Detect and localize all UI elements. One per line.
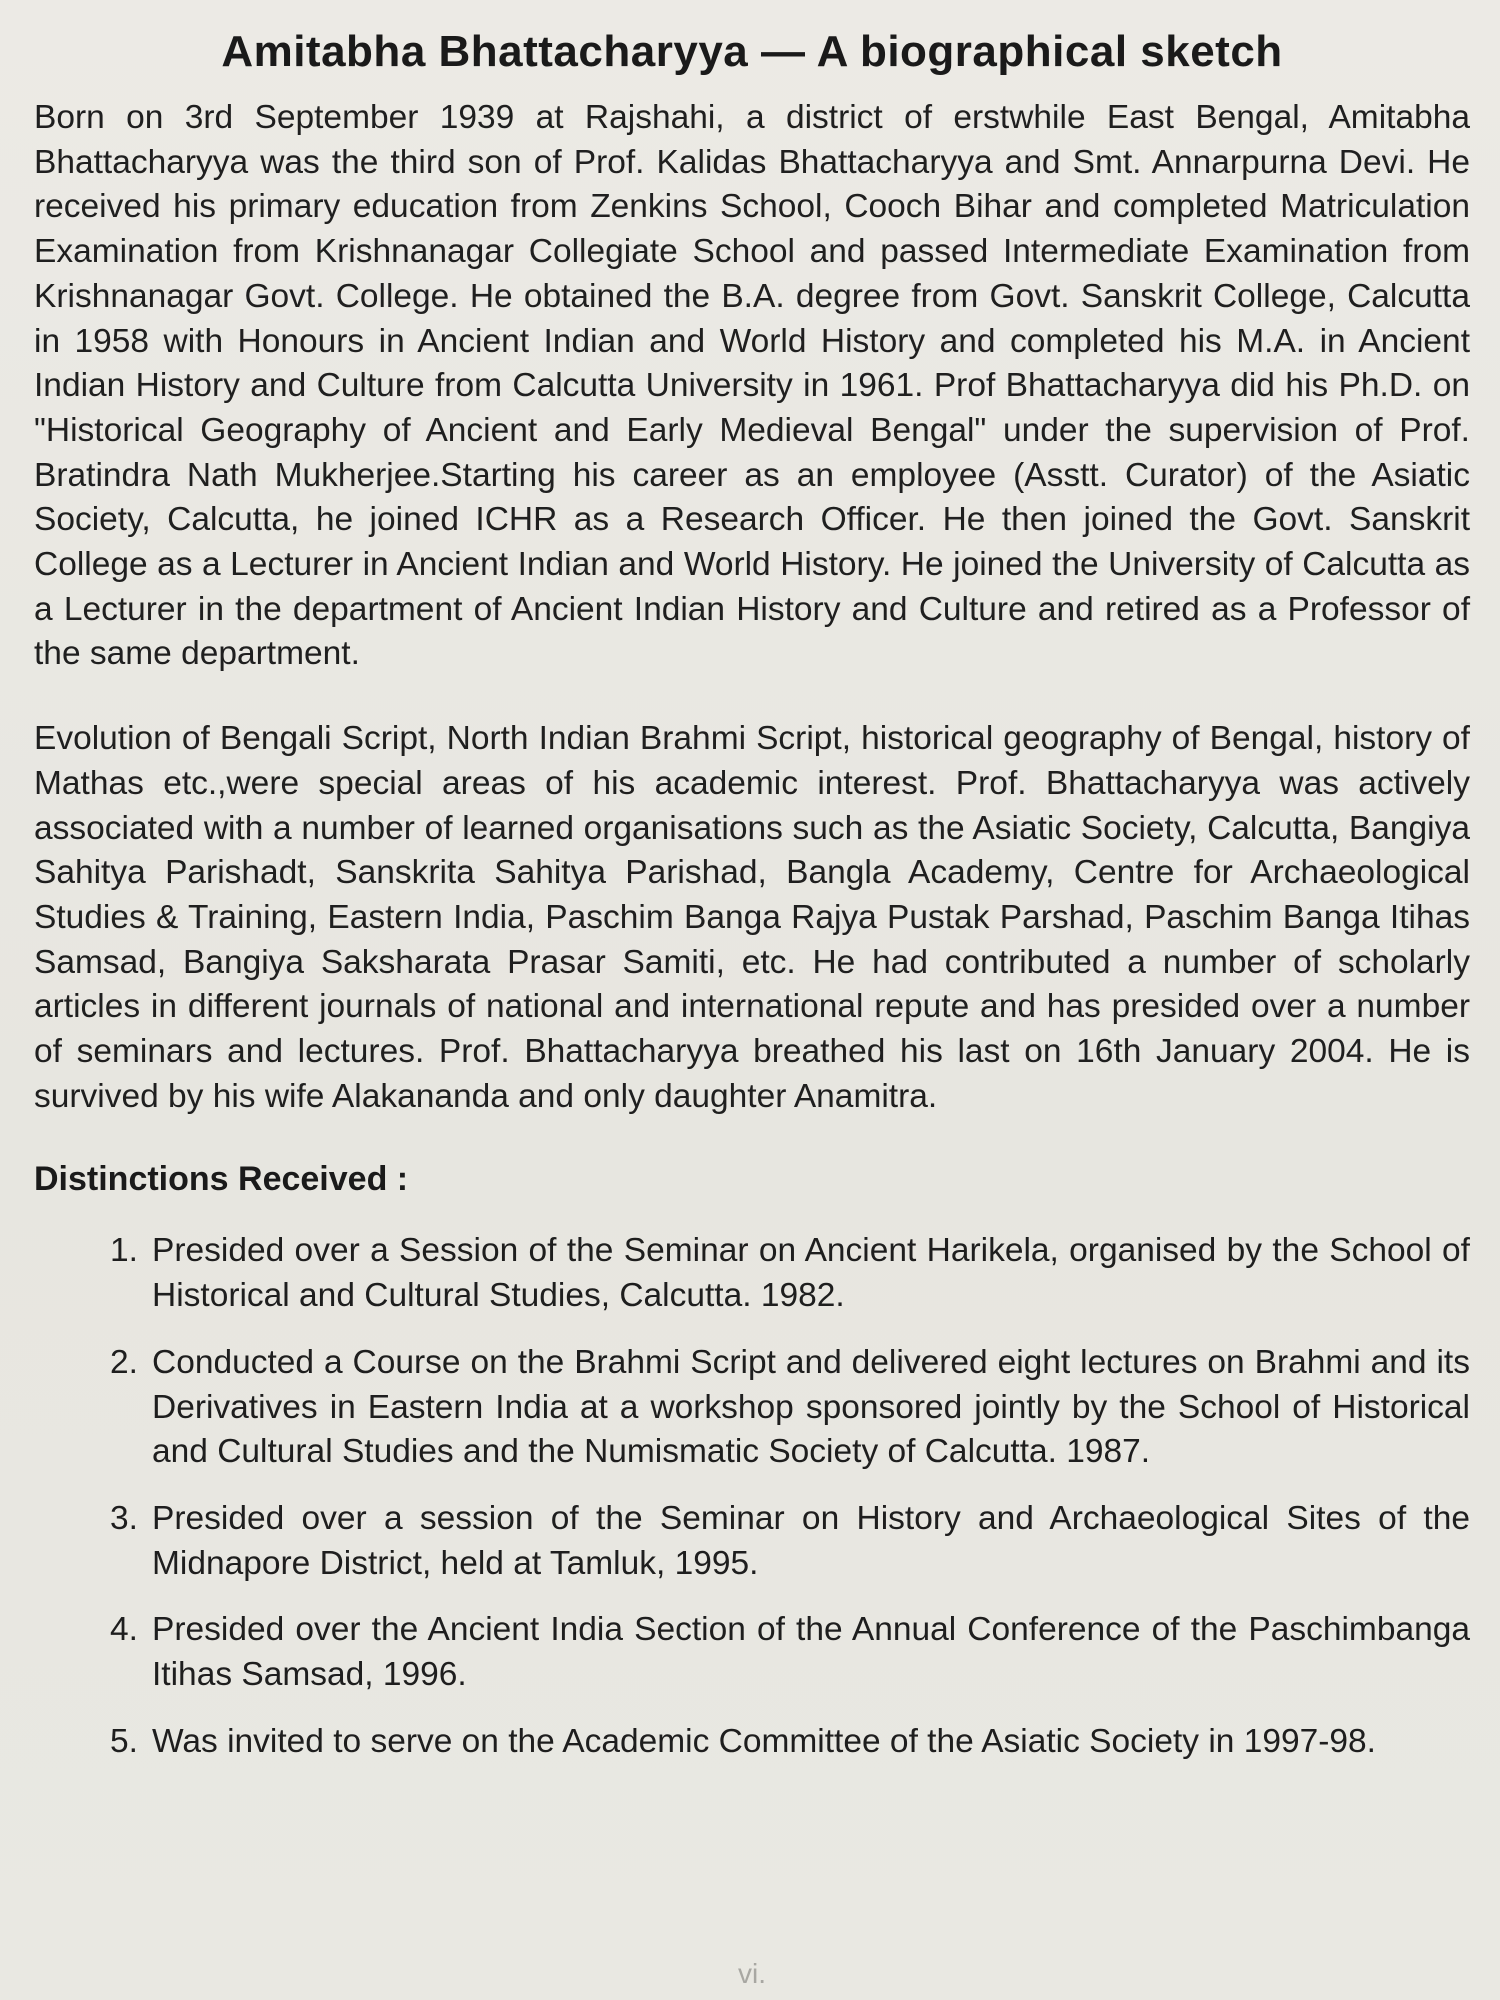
list-item: [34, 1608, 1470, 1697]
list-item-text: Presided over a Session of the Seminar on Ancient Harikela, organised by the School of Historical and Cultural Studies, Calcutta. 1982.: [152, 1232, 1470, 1315]
list-item-number: 5.: [110, 1722, 138, 1760]
page-number: vi.: [738, 1958, 766, 1989]
biography-paragraph-2: Evolution of Bengali Script, North Indian Brahmi Script, historical geography of Bengal, history of Mathas etc.,were special areas of his academic interest. Prof. Bhattacharyya was actively associated with a number of learned organisations such as the Asiatic Society, Calcutta, Bangiya Sahitya Parishadt, Sanskrita Sahitya Parishad, Bangla Academy, Centre for Archaeological Studies & Training, Eastern India, Paschim Banga Rajya Pustak Parshad, Paschim Banga Itihas Samsad, Bangiya Saksharata Prasar Samiti, etc. He had contributed a number of scholarly articles in different journals of national and international repute and has presided over a number of seminars and lectures. Prof. Bhattacharyya breathed his last on 16th January 2004. He is survived by his wife Alakananda and only daughter Anamitra.: [34, 720, 1470, 1115]
distinctions-heading: Distinctions Received :: [34, 1160, 409, 1199]
distinctions-list: [34, 1229, 1470, 1764]
list-item: [34, 1229, 1470, 1318]
list-item-text: Conducted a Course on the Brahmi Script and delivered eight lectures on Brahmi and its Derivatives in Eastern India at a workshop sponsored jointly by the School of Historical and Cultural Studies and the Numismatic Society of Calcutta. 1987.: [152, 1343, 1470, 1471]
biography-paragraph-1: Born on 3rd September 1939 at Rajshahi, a district of erstwhile East Bengal, Amitabha Bhattacharyya was the third son of Prof. Kalidas Bhattacharyya and Smt. Annarpurna Devi. He received his primary education from Zenkins School, Cooch Bihar and completed Matriculation Examination from Krishnanagar Collegiate School and passed Intermediate Examination from Krishnanagar Govt. College. He obtained the B.A. degree from Govt. Sanskrit College, Calcutta in 1958 with Honours in Ancient Indian and World History and completed his M.A. in Ancient Indian History and Culture from Calcutta University in 1961. Prof Bhattacharyya did his Ph.D. on "Historical Geography of Ancient and Early Medieval Bengal" under the supervision of Prof. Bratindra Nath Mukherjee.Starting his career as an employee (Asstt. Curator) of the Asiatic Society, Calcutta, he joined ICHR as a Research Officer. He then joined the Govt. Sanskrit College as a Lecturer in Ancient Indian and World History. He joined the University of Calcutta as a Lecturer in the department of Ancient Indian History and Culture and retired as a Professor of the same department.: [34, 99, 1470, 673]
list-item-text: Presided over a session of the Seminar on History and Archaeological Sites of the Midnapore District, held at Tamluk, 1995.: [152, 1499, 1470, 1582]
list-item: [34, 1497, 1470, 1586]
list-item-number: 4.: [110, 1611, 138, 1649]
list-item-text: Presided over the Ancient India Section of the Annual Conference of the Paschimbanga Itihas Samsad, 1996.: [152, 1611, 1470, 1694]
page-title: Amitabha Bhattacharyya — A biographical sketch: [221, 27, 1283, 76]
list-item: [34, 1720, 1470, 1765]
list-item-number: 1.: [110, 1232, 138, 1270]
list-item-number: 3.: [110, 1499, 138, 1537]
list-item-number: 2.: [110, 1343, 138, 1381]
list-item-text: Was invited to serve on the Academic Committee of the Asiatic Society in 1997-98.: [152, 1722, 1376, 1760]
list-item: [34, 1341, 1470, 1475]
